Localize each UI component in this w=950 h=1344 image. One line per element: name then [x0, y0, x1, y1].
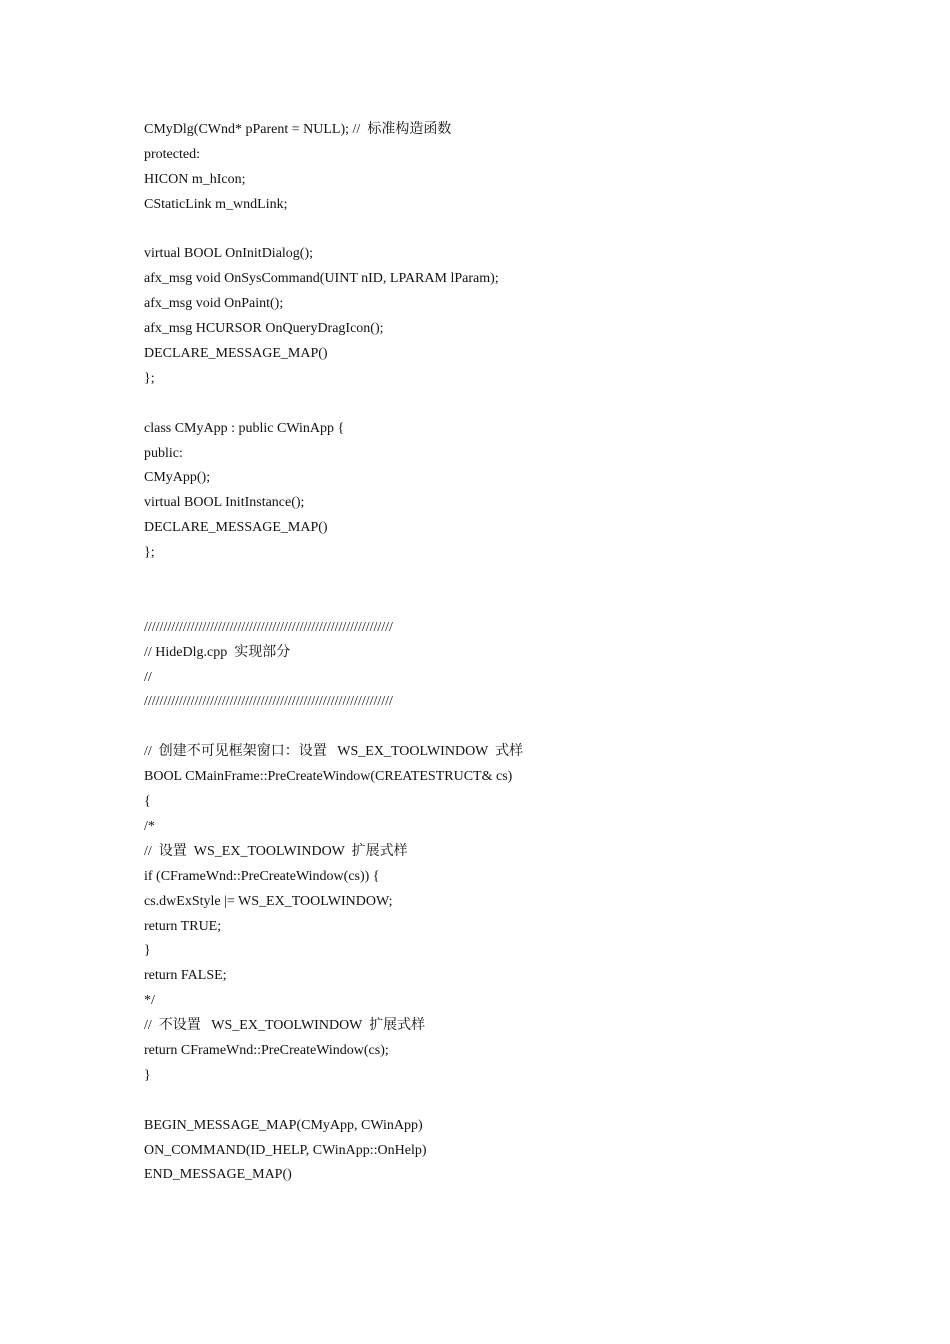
code-line: return FALSE;: [144, 968, 227, 984]
blank-line: [144, 566, 864, 591]
code-line: return CFrameWnd::PreCreateWindow(cs);: [144, 1042, 389, 1058]
code-line: DECLARE_MESSAGE_MAP(): [144, 346, 328, 362]
code-listing: [144, 118, 864, 1188]
code-line: DECLARE_MESSAGE_MAP(): [144, 520, 328, 536]
code-line: {: [144, 794, 151, 810]
blank-line: [144, 591, 864, 616]
code-line: CStaticLink m_wndLink;: [144, 196, 288, 212]
code-line: protected:: [144, 146, 200, 162]
code-line: public:: [144, 445, 183, 461]
code-line: virtual BOOL OnInitDialog();: [144, 246, 314, 262]
code-line: cs.dwExStyle |= WS_EX_TOOLWINDOW;: [144, 893, 393, 909]
code-line: BOOL CMainFrame::PreCreateWindow(CREATESTRUCT& cs): [144, 769, 513, 785]
code-line: class CMyApp : public CWinApp {: [144, 420, 345, 436]
blank-line: [144, 392, 864, 417]
code-line: HICON m_hIcon;: [144, 171, 246, 187]
blank-line: [144, 1089, 864, 1114]
comment-line: // 设置 WS_EX_TOOLWINDOW 扩展式样: [144, 843, 408, 859]
comment-line: //: [144, 669, 152, 685]
code-line: };: [144, 545, 155, 561]
comment-line: // HideDlg.cpp 实现部分: [144, 644, 291, 660]
code-line: afx_msg HCURSOR OnQueryDragIcon();: [144, 321, 384, 337]
code-line: afx_msg void OnSysCommand(UINT nID, LPARAM lParam);: [144, 271, 499, 287]
code-line: };: [144, 370, 155, 386]
code-line: CMyApp();: [144, 470, 211, 486]
comment-separator: ////////////////////////////////////////////////////////////////: [144, 619, 393, 635]
code-line: ON_COMMAND(ID_HELP, CWinApp::OnHelp): [144, 1142, 427, 1158]
code-line: CMyDlg(CWnd* pParent = NULL); // 标准构造函数: [144, 122, 452, 137]
code-line: }: [144, 1067, 151, 1083]
blank-line: [144, 218, 864, 243]
comment-line: // 创建不可见框架窗口：设置 WS_EX_TOOLWINDOW 式样: [144, 744, 524, 760]
code-line: /*: [144, 818, 155, 834]
code-line: }: [144, 943, 151, 959]
blank-line: [144, 715, 864, 740]
code-line: */: [144, 993, 155, 1009]
code-line: if (CFrameWnd::PreCreateWindow(cs)) {: [144, 868, 380, 884]
code-line: virtual BOOL InitInstance();: [144, 495, 305, 511]
comment-line: // 不设置 WS_EX_TOOLWINDOW 扩展式样: [144, 1018, 426, 1034]
code-line: return TRUE;: [144, 918, 222, 934]
comment-separator: ////////////////////////////////////////////////////////////////: [144, 694, 393, 710]
code-line: BEGIN_MESSAGE_MAP(CMyApp, CWinApp): [144, 1117, 423, 1133]
code-line: afx_msg void OnPaint();: [144, 296, 284, 312]
code-line: END_MESSAGE_MAP(): [144, 1167, 292, 1183]
